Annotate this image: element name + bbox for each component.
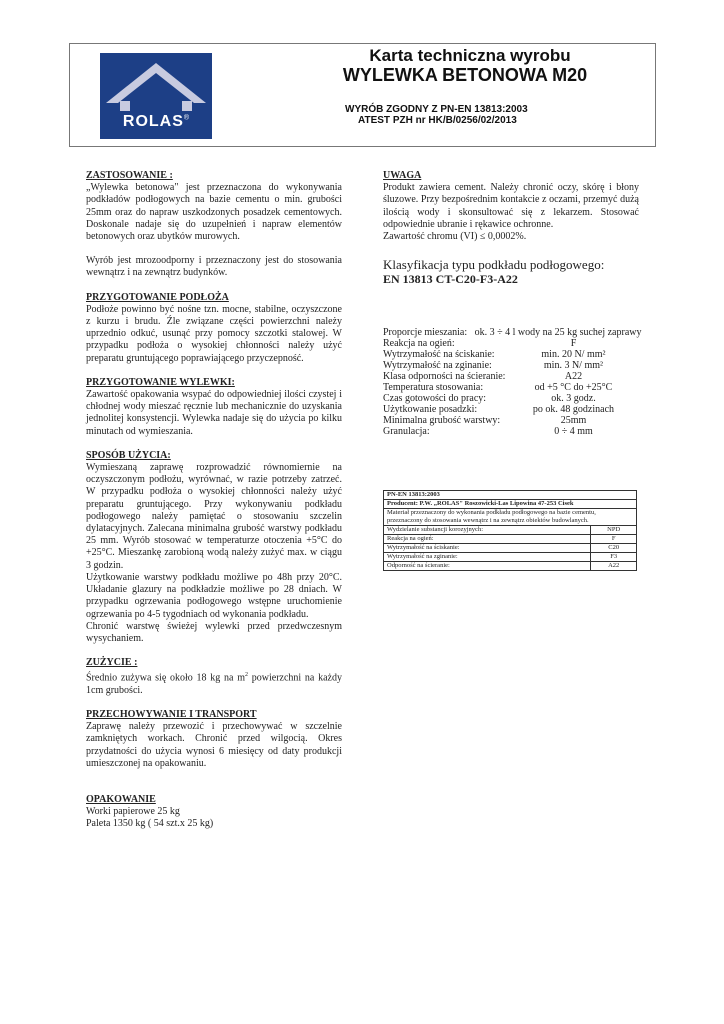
- table-row: Temperatura stosowania: od +5 °C do +25°C: [383, 382, 613, 394]
- paragraph: Użytkowanie warstwy podkładu możliwe po 48h przy 20°C. Układanie glazury na podkładzie możliwe po 28 dniach. W przypadku ogrzewania podłogowego wstępne uruchomienie ogrzewania po 4-5 tygodniach od wykonania podkładu.: [86, 571, 342, 620]
- table-row: Użytkowanie posadzki: po ok. 48 godzinach: [383, 404, 615, 416]
- paragraph: Wymieszaną zaprawę rozprowadzić równomiernie na oczyszczonym podłożu, wyrównać, w razie potrzeby zatrzeć. W przypadku podłoża o wysokiej chłonności należy użyć preparatu gruntującego. Przy wykonywaniu podkładu podłogowego należy pamiętać o stosowaniu szczelin dylatacyjnych. Zalecana minimalna grubość warstwy podkładu 25 mm. Wyrób stosować w temperaturze otoczenia +5°C do +25°C. Mieszankę zarobioną wodą należy zużyć max. w ciągu 3 godzin.: [86, 462, 342, 571]
- section-opakowanie: [86, 794, 342, 831]
- norm-line: WYRÓB ZGODNY Z PN-EN 13813:2003: [345, 104, 528, 115]
- rolas-logo: [100, 53, 212, 139]
- section-klasyfikacja: [383, 257, 639, 287]
- left-column: [86, 170, 342, 831]
- table-row: PN-EN 13813:2003: [384, 491, 637, 500]
- section-heading: PRZYGOTOWANIE WYLEWKI:: [86, 376, 235, 388]
- paragraph: Chronić warstwę świeżej wylewki przed przedwczesnym wysychaniem.: [86, 620, 342, 644]
- section-heading: OPAKOWANIE: [86, 794, 156, 806]
- paragraph: Zaprawę należy przewozić i przechowywać w szczelnie zamkniętych workach. Chronić przed wilgocią. Okres przydatności do użycia wynosi 6 miesięcy od daty produkcji umieszczonej na opakowaniu.: [86, 721, 342, 769]
- paragraph: Produkt zawiera cement. Należy chronić oczy, skórę i błony śluzowe. Przy bezpośrednim kontakcie z oczami, przemyć dużą ilością wody i skonsultować się z lekarzem. Stosować odpowiednie ubranie i rękawice ochronne.: [383, 182, 639, 230]
- table-row: Wytrzymałość na zginanie: min. 3 N/ mm²: [383, 360, 604, 372]
- table-row: Producent: P.W. „ROLAS" Roszowicki-Las Lipowina 47-253 Cisek: [384, 500, 637, 509]
- doc-title: Karta techniczna wyrobu: [369, 46, 571, 65]
- properties-table: [383, 327, 641, 437]
- paragraph: „Wylewka betonowa" jest przeznaczona do wykonywania podkładów podłogowych na bazie cementu o min. grubości 25mm oraz do napraw uszkodzonych posadzek cementowych. Doskonale nadaje się do uzupełnień i napraw elementów betonowych oraz ubytków murowych.: [86, 182, 342, 243]
- classification-value: EN 13813 CT-C20-F3-A22: [383, 272, 518, 287]
- right-column: [383, 170, 642, 438]
- table-row: Wydzielanie substancji korozyjnych: NPD: [384, 526, 637, 535]
- table-row: [383, 327, 641, 338]
- table-row: Reakcja na ogień: F: [384, 535, 637, 544]
- table-row: Wytrzymałość na zginanie: F3: [384, 553, 637, 562]
- section-heading: ZASTOSOWANIE :: [86, 170, 173, 181]
- table-row: Odporność na ścieranie: A22: [384, 562, 637, 571]
- chrom-note: Zawartość chromu (VI) ≤ 0,0002%.: [383, 231, 527, 243]
- table-row: Minimalna grubość warstwy: 25mm: [383, 415, 587, 427]
- section-podloze: [86, 292, 342, 365]
- atest-line: ATEST PZH nr HK/B/0256/02/2013: [358, 115, 517, 126]
- packaging-line: Worki papierowe 25 kg: [86, 806, 180, 818]
- section-heading: PRZECHOWYWANIE I TRANSPORT: [86, 709, 257, 721]
- section-transport: [86, 709, 342, 770]
- table-row: Czas gotowości do pracy: ok. 3 godz.: [383, 393, 596, 405]
- classification-heading: Klasyfikacja typu podkładu podłogowego:: [383, 257, 605, 273]
- section-zastosowanie: [86, 170, 342, 280]
- packaging-line: Paleta 1350 kg ( 54 szt.x 25 kg): [86, 818, 214, 830]
- paragraph: Wyrób jest mrozoodporny i przeznaczony jest do stosowania wewnątrz i na zewnątrz budynków.: [86, 255, 342, 279]
- table-row: Wytrzymałość na ściskanie: min. 20 N/ mm²: [383, 349, 606, 361]
- section-heading: PRZYGOTOWANIE PODŁOŻA: [86, 291, 229, 303]
- section-zuzycie: [86, 657, 342, 697]
- section-heading: SPOSÓB UŻYCIA:: [86, 449, 171, 461]
- paragraph: Średnio zużywa się około 18 kg na $m^2$ powierzchni na każdy 1cm grubości.: [86, 672, 342, 696]
- table-row: Wytrzymałość na ściskanie: C20: [384, 544, 637, 553]
- section-heading: UWAGA: [383, 170, 422, 181]
- ce-label-table: [383, 490, 637, 571]
- paragraph: Zawartość opakowania wsypać do odpowiedniej ilości czystej i chłodnej wody mieszać ręcznie lub mechanicznie do uzyskania jednolitej konsystencji. Wylewka nadaje się do użycia po kilku minutach od wymieszania.: [86, 389, 342, 437]
- section-sposob: [86, 450, 342, 645]
- table-row: Materiał przeznaczony do wykonania podkładu podłogowego na bazie cementu, przeznaczony do stosowania wewnątrz i na zewnątrz obiektów budowlanych.: [384, 509, 637, 526]
- table-row: Reakcja na ogień: F: [383, 338, 577, 350]
- paragraph: Podłoże powinno być nośne tzn. mocne, stabilne, oczyszczone z kurzu i brudu. Źle związane części powierzchni należy uprzednio odkuć, usunąć przy pomocy szczotki stalowej. W przypadku podłoża o wysokiej chłonności należy użyć preparatu gruntującego poprawiającego przyczepność.: [86, 303, 342, 364]
- section-heading: ZUŻYCIE :: [86, 657, 138, 669]
- mix-ratio: Proporcje mieszania: ok. 3 ÷ 4 l wody na 25 kg suchej zaprawy: [383, 327, 642, 339]
- table-row: Granulacja: 0 ÷ 4 mm: [383, 426, 593, 438]
- section-uwaga: [383, 170, 639, 243]
- product-name: WYLEWKA BETONOWA M20: [342, 65, 588, 85]
- table-row: Klasa odporności na ścieranie: A22: [383, 371, 583, 383]
- section-wylewka: [86, 377, 342, 438]
- logo-text: ROLAS®: [122, 113, 190, 130]
